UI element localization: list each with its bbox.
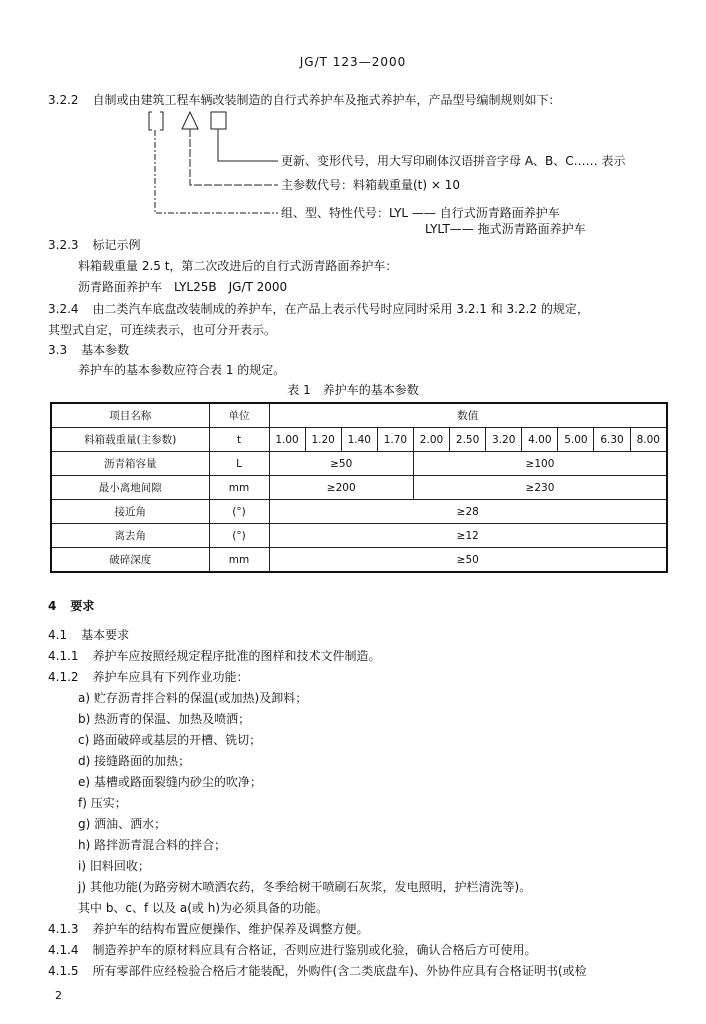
table-row (51, 428, 667, 452)
list-item: j) 其他功能(为路旁树木喷洒农药，冬季给树干喷刷石灰浆，发电照明，护栏清洗等)。 (78, 880, 532, 894)
value-cell: 3.20 (486, 428, 522, 452)
row-unit: L (209, 452, 269, 476)
clause-number: 3.2.2 (48, 93, 79, 107)
value-cell: ≥100 (413, 452, 667, 476)
clause-4-1-4 (48, 942, 537, 958)
diagram-label-group: 组、型、特性代号：LYL —— 自行式沥青路面养护车 (281, 206, 560, 220)
list-item: h) 路拌沥青混合料的拌合； (78, 838, 227, 852)
value-cell: 6.30 (594, 428, 630, 452)
clause-text: 养护车的结构布置应便操作、维护保养及调整方便。 (92, 922, 369, 936)
list-item: c) 路面破碎或基层的开槽、铣切； (78, 733, 262, 747)
value-cell: 4.00 (522, 428, 558, 452)
clause-3-2-4 (48, 301, 589, 317)
list-item: f) 压实； (78, 796, 127, 810)
clause-4-1-3 (48, 921, 369, 937)
row-name: 离去角 (51, 524, 209, 548)
section-4 (48, 598, 94, 614)
clause-text: 养护车应按照经规定程序批准的图样和技术文件制造。 (92, 649, 381, 663)
value-cell: ≥50 (269, 548, 667, 573)
clause-4-1-1 (48, 648, 381, 664)
clause-number: 4.1.2 (48, 670, 79, 684)
table-caption: 表 1 养护车的基本参数 (287, 383, 419, 397)
value-cell: ≥12 (269, 524, 667, 548)
row-name: 沥青箱容量 (51, 452, 209, 476)
row-name: 接近角 (51, 500, 209, 524)
clause-text: 制造养护车的原材料应具有合格证，否则应进行鉴别或化验，确认合格后方可使用。 (92, 943, 537, 957)
clause-number: 4.1.1 (48, 649, 79, 663)
document-header: JG/T 123—2000 (299, 55, 407, 69)
clause-3-3 (48, 342, 129, 358)
clause-text: 所有零部件应经检验合格后才能装配，外购件(含二类底盘车)、外协件应具有合格证明书(或检 (92, 964, 587, 978)
connector-group (155, 130, 278, 213)
value-cell: 8.00 (630, 428, 667, 452)
value-cell: ≥230 (413, 476, 667, 500)
row-unit: mm (209, 548, 269, 573)
connector-main (190, 129, 278, 185)
list-item: d) 接缝路面的加热； (78, 754, 191, 768)
clause-number: 4.1.5 (48, 964, 79, 978)
table-row (51, 524, 667, 548)
row-unit: mm (209, 476, 269, 500)
clause-4-1-5 (48, 963, 587, 979)
value-cell: 2.50 (450, 428, 486, 452)
value-cell: ≥50 (269, 452, 413, 476)
clause-number: 3.2.4 (48, 302, 79, 316)
diagram-label-main: 主参数代号：料箱载重量(t) × 10 (281, 178, 461, 192)
clause-title: 基本参数 (81, 343, 130, 357)
clause-number: 3.3 (48, 343, 68, 357)
diagram-label-group2: LYLT—— 拖式沥青路面养护车 (425, 222, 586, 236)
table-header-row (51, 403, 667, 428)
clause-4-1-2 (48, 669, 249, 685)
clause-title: 基本要求 (81, 628, 130, 642)
clause-text: 由二类汽车底盘改装制成的养护车，在产品上表示代号时应同时采用 3.2.1 和 3.2.2 的规定， (92, 302, 589, 316)
value-cell: ≥28 (269, 500, 667, 524)
clause-3-2-3 (48, 237, 141, 253)
functions-note: 其中 b、c、f 以及 a(或 h)为必须具备的功能。 (78, 901, 329, 915)
value-cell: 1.70 (377, 428, 413, 452)
value-cell: 2.00 (413, 428, 449, 452)
clause-text: 自制或由建筑工程车辆改装制造的自行式养护车及拖式养护车，产品型号编制规则如下： (92, 93, 561, 107)
row-name: 最小离地间隙 (51, 476, 209, 500)
square-box (211, 112, 226, 129)
model-code-diagram (0, 0, 706, 240)
row-name: 破碎深度 (51, 548, 209, 573)
clause-text: 养护车应具有下列作业功能： (92, 670, 249, 684)
bracket-box (149, 112, 163, 130)
table-row (51, 500, 667, 524)
basic-parameters-table (50, 402, 668, 573)
clause-3-2-4-cont: 其型式自定，可连续表示，也可分开表示。 (48, 323, 277, 337)
list-item: b) 热沥青的保温、加热及喷洒； (78, 712, 251, 726)
table-row (51, 452, 667, 476)
row-name: 料箱载重量(主参数) (51, 428, 209, 452)
connector-update (218, 129, 278, 161)
row-unit: (°) (209, 500, 269, 524)
row-unit: (°) (209, 524, 269, 548)
triangle-marker (182, 112, 198, 129)
value-cell: 5.00 (558, 428, 594, 452)
list-item: i) 旧料回收； (78, 859, 150, 873)
row-unit: t (209, 428, 269, 452)
marking-example-line2: 沥青路面养护车 LYL25B JG/T 2000 (78, 280, 288, 294)
clause-4-1 (48, 627, 129, 643)
clause-3-3-text: 养护车的基本参数应符合表 1 的规定。 (78, 363, 286, 377)
header-item: 项目名称 (51, 403, 209, 428)
value-cell: 1.20 (305, 428, 341, 452)
clause-number: 3.2.3 (48, 238, 79, 252)
clause-number: 4.1.4 (48, 943, 79, 957)
table-row (51, 548, 667, 573)
marking-example-line1: 料箱载重量 2.5 t，第二次改进后的自行式沥青路面养护车： (78, 259, 398, 273)
list-item: a) 贮存沥青拌合料的保温(或加热)及卸料； (78, 691, 308, 705)
list-item: e) 基槽或路面裂缝内砂尘的吹净； (78, 775, 262, 789)
header-unit: 单位 (209, 403, 269, 428)
value-cell: ≥200 (269, 476, 413, 500)
value-cell: 1.00 (269, 428, 305, 452)
list-item: g) 洒油、洒水； (78, 817, 167, 831)
clause-number: 4.1 (48, 628, 68, 642)
clause-number: 4.1.3 (48, 922, 79, 936)
section-title: 要求 (70, 599, 95, 613)
page-number: 2 (55, 989, 62, 1002)
value-cell: 1.40 (341, 428, 377, 452)
clause-title: 标记示例 (92, 238, 141, 252)
header-value: 数值 (269, 403, 667, 428)
diagram-label-update: 更新、变形代号，用大写印刷体汉语拼音字母 A、B、C…… 表示 (281, 154, 626, 168)
section-number: 4 (48, 599, 57, 613)
table-row (51, 476, 667, 500)
